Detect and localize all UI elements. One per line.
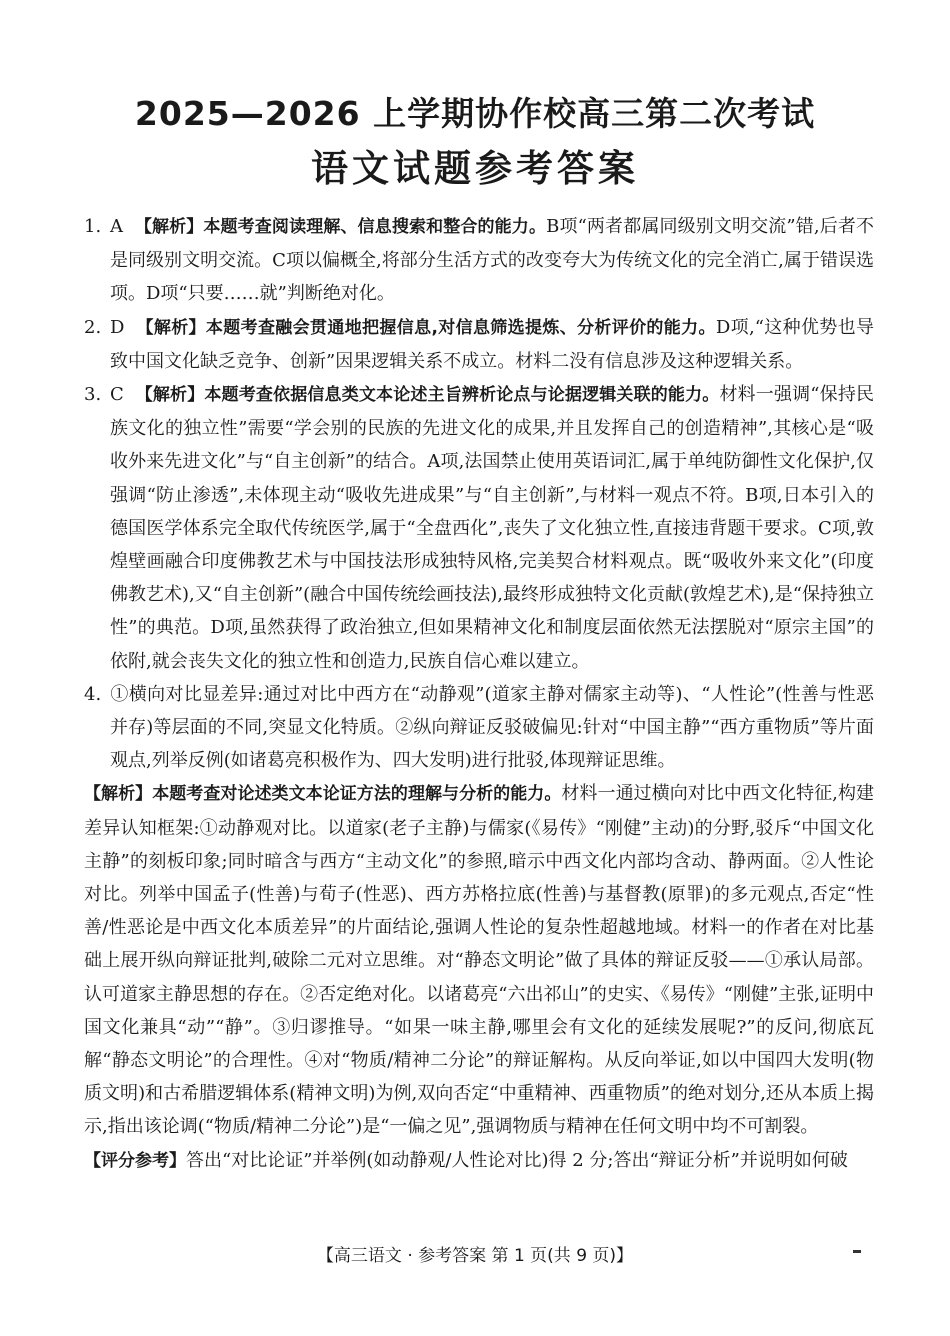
answer-body: ①横向对比显差异:通过对比中西方在“动静观”(道家主静对儒家主动等)、“人性论”(性善与性恶并存)等层面的不同,突显文化特质。②纵向辩证反驳破偏见:针对“中国主静”“西方重物质”等片面观点,列举反例(如诸葛亮积极作为、四大发明)进行批驳,体现辩证思维。 — [110, 683, 874, 772]
item-number: 4. — [84, 683, 102, 705]
scan-mark — [853, 1250, 861, 1253]
answer-item-3 — [84, 378, 874, 678]
analysis-lead: 【解析】本题考查融会贯通地把握信息,对信息筛选提炼、分析评价的能力。 — [136, 317, 716, 338]
item-answer: A — [110, 216, 123, 237]
item-number: 3. — [84, 384, 102, 406]
analysis-body: 材料一通过横向对比中西文化特征,构建差异认知框架:①动静观对比。以道家(老子主静)与儒家(《易传》“刚健”主动)的分野,驳斥“中国文化主静”的刻板印象;同时暗含与西方“主动文化”的参照,暗示中西文化内部均含动、静两面。②人性论对比。列举中国孟子(性善)与荀子(性恶)、西方苏格拉底(性善)与基督教(原罪)的多元观点,否定“性善/性恶论是中西文化本质差异”的片面结论,强调人性论的复杂性超越地域。材料一的作者在对比基础上展开纵向辩证批判,破除二元对立思维。对“静态文明论”做了具体的辩证反驳——①承认局部。认可道家主静思想的存在。②否定绝对化。以诸葛亮“六出祁山”的史实、《易传》“刚健”主张,证明中国文化兼具“动”“静”。③归谬推导。“如果一味主静,哪里会有文化的延续发展呢?”的反问,彻底瓦解“静态文明论”的合理性。④对“物质/精神二分论”的辩证解构。从反向举证,如以中国四大发明(物质文明)和古希腊逻辑体系(精神文明)为例,双向否定“中重精神、西重物质”的绝对划分,还从本质上揭示,指出该论调(“物质/精神二分论”)是“一偏之见”,强调物质与精神在任何文明中均不可割裂。 — [84, 783, 874, 1138]
answer-item-4 — [84, 678, 874, 778]
answer-item-1 — [84, 210, 874, 311]
scoring-body: 答出“对比论证”并举例(如动静观/人性论对比)得 2 分;答出“辩证分析”并说明如何破 — [186, 1149, 848, 1171]
page-footer: 【高三语文 · 参考答案 第 1 页(共 9 页)】 — [316, 1246, 634, 1266]
item-answer: D — [110, 316, 125, 338]
analysis-body: 材料一强调“保持民族文化的独立性”需要“学会别的民族的先进文化的成果,并且发挥自己的创造精神”,其核心是“吸收外来先进文化”与“自主创新”的结合。A项,法国禁止使用英语词汇,属于单纯防御性文化保护,仅强调“防止渗透”,未体现主动“吸收先进成果”与“自主创新”,与材料一观点不符。B项,日本引入的德国医学体系完全取代传统医学,属于“全盘西化”,丧失了文化独立性,直接违背题干要求。C项,敦煌壁画融合印度佛教艺术与中国技法形成独特风格,完美契合材料观点。既“吸收外来文化”(印度佛教艺术),又“自主创新”(融合中国传统绘画技法),最终形成独特文化贡献(敦煌艺术),是“保持独立性”的典范。D项,虽然获得了政治独立,但如果精神文化和制度层面依然无法摆脱对“原宗主国”的依附,就会丧失文化的独立性和创造力,民族自信心难以建立。 — [110, 384, 875, 672]
analysis-lead: 【解析】本题考查阅读理解、信息搜索和整合的能力。 — [134, 217, 547, 237]
scoring-lead: 【评分参考】 — [84, 1150, 186, 1171]
item-number: 1. — [84, 216, 102, 237]
scoring-item-4 — [84, 1144, 874, 1178]
analysis-body: B项“两者都属同级别文明交流”错,后者不是同级别文明交流。C项以偏概全,将部分生活方式的改变夸大为传统文化的完全消亡,属于错误选项。D项“只要……就”判断绝对化。 — [110, 216, 874, 305]
answer-content — [84, 210, 874, 1178]
analysis-body: D项,“这种优势也导致中国文化缺乏竞争、创新”因果逻辑关系不成立。材料二没有信息涉及这种逻辑关系。 — [110, 316, 874, 372]
analysis-item-4 — [84, 777, 874, 1143]
answer-item-2 — [84, 311, 874, 378]
exam-title: 2025—2026 上学期协作校高三第二次考试 — [134, 94, 816, 133]
analysis-lead: 【解析】本题考查依据信息类文本论述主旨辨析论点与论据逻辑关联的能力。 — [135, 385, 720, 406]
item-number: 2. — [84, 316, 102, 338]
document-title: 语文试题参考答案 — [311, 147, 639, 190]
item-answer: C — [110, 384, 124, 406]
analysis-lead: 【解析】本题考查对论述类文本论证方法的理解与分析的能力。 — [84, 784, 562, 805]
